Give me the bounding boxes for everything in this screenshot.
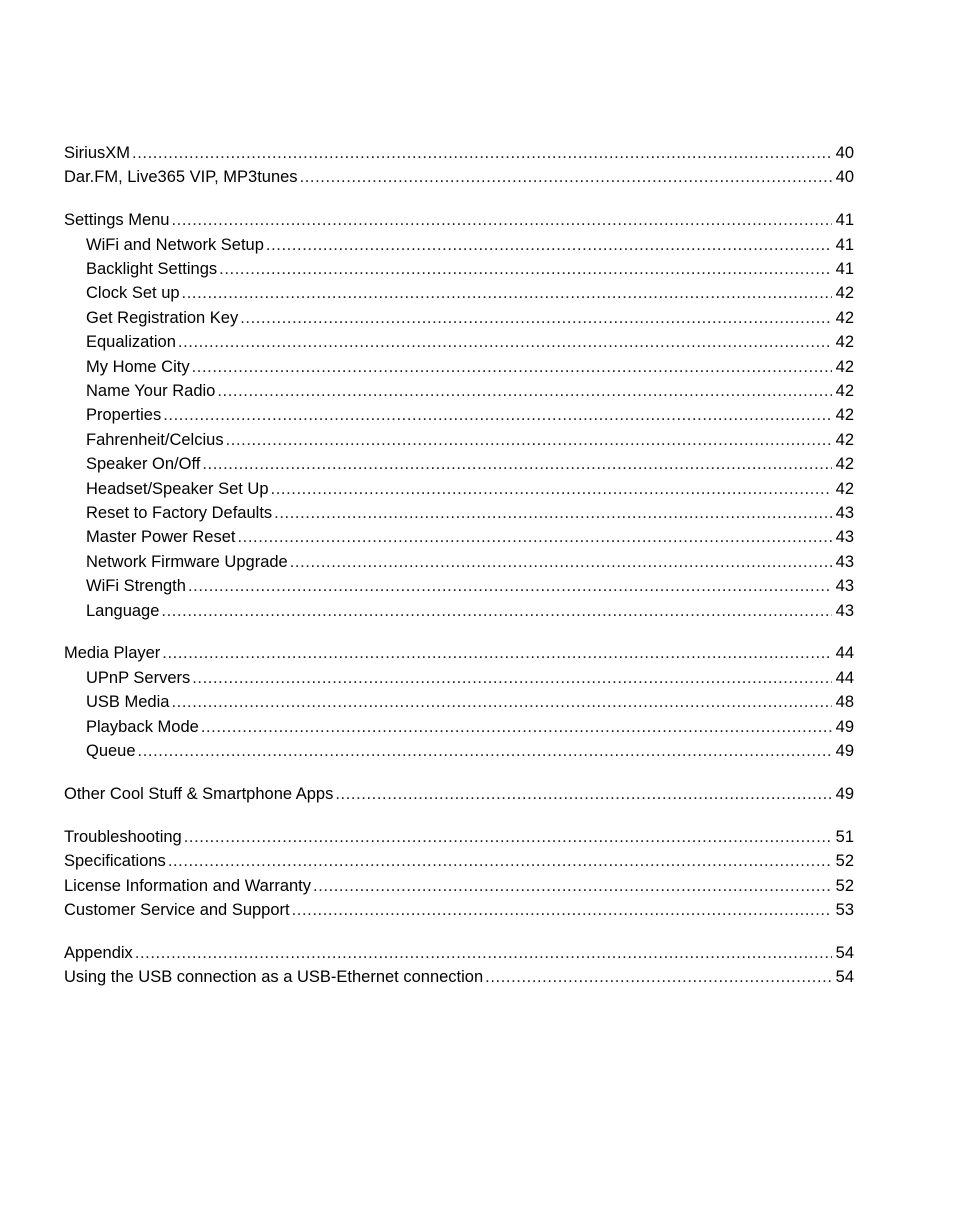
toc-entry-title: Fahrenheit/Celcius (86, 430, 224, 449)
toc-page-number: 42 (835, 430, 854, 449)
toc-page-number: 53 (835, 900, 854, 919)
dot-leader (219, 257, 831, 281)
toc-subentry[interactable] (64, 306, 854, 330)
toc-entry-title: Appendix (64, 943, 133, 962)
toc-entry-title: Headset/Speaker Set Up (86, 479, 269, 498)
dot-leader (163, 403, 831, 427)
toc-entry-title: Clock Set up (86, 284, 180, 303)
dot-leader (161, 599, 831, 623)
dot-leader (132, 141, 832, 165)
toc-entry-title: Settings Menu (64, 211, 170, 230)
toc-page-number: 40 (835, 168, 854, 187)
toc-entry-title: USB Media (86, 693, 170, 712)
dot-leader (201, 715, 832, 739)
toc-page-number: 49 (835, 784, 854, 803)
toc-page-number: 54 (835, 968, 854, 987)
toc-entry-title: WiFi and Network Setup (86, 235, 264, 254)
dot-leader (171, 690, 831, 714)
toc-subentry[interactable] (64, 666, 854, 690)
toc-subentry[interactable] (64, 550, 854, 574)
dot-leader (178, 330, 832, 354)
dot-leader (168, 849, 832, 873)
toc-page-number: 49 (835, 741, 854, 760)
toc-subentry[interactable] (64, 501, 854, 525)
toc-entry[interactable] (64, 849, 854, 873)
toc-subentry[interactable] (64, 330, 854, 354)
section-gap (64, 922, 854, 941)
toc-page-number: 51 (835, 827, 854, 846)
toc-page-number: 40 (835, 144, 854, 162)
toc-entry-title: Properties (86, 406, 162, 425)
toc-entry[interactable] (64, 782, 854, 806)
toc-page-number: 48 (835, 693, 854, 712)
dot-leader (300, 165, 832, 189)
toc-entry-title: Speaker On/Off (86, 455, 201, 474)
dot-leader (217, 379, 831, 403)
dot-leader (162, 641, 831, 665)
toc-entry-title: Specifications (64, 852, 166, 871)
toc-entry[interactable] (64, 941, 854, 965)
toc-page-number: 42 (835, 382, 854, 401)
toc-page-number: 42 (835, 455, 854, 474)
toc-page-number: 42 (835, 406, 854, 425)
toc-page-number: 41 (835, 235, 854, 254)
dot-leader (274, 501, 831, 525)
toc-entry-title: Troubleshooting (64, 827, 182, 846)
toc-subentry[interactable] (64, 403, 854, 427)
dot-leader (271, 477, 832, 501)
toc-page-number: 52 (835, 852, 854, 871)
toc-subentry[interactable] (64, 281, 854, 305)
dot-leader (266, 233, 832, 257)
toc-entry[interactable] (64, 898, 854, 922)
toc-entry-title: Other Cool Stuff & Smartphone Apps (64, 784, 334, 803)
toc-subentry[interactable] (64, 599, 854, 623)
toc-page-number: 41 (835, 260, 854, 279)
toc-subentry[interactable] (64, 574, 854, 598)
toc-page-number: 42 (835, 479, 854, 498)
toc-page-number: 44 (835, 644, 854, 663)
toc-page-number: 43 (835, 577, 854, 596)
dot-leader (202, 452, 831, 476)
toc-entry-title: Playback Mode (86, 717, 199, 736)
toc-subentry[interactable] (64, 525, 854, 549)
toc-page-number: 52 (835, 876, 854, 895)
toc-page-number: 43 (835, 528, 854, 547)
toc-entry-title: Queue (86, 741, 136, 760)
toc-entry-title: SiriusXM (64, 144, 131, 162)
section-gap (64, 623, 854, 642)
toc-entry-title: My Home City (86, 357, 190, 376)
toc-page-number: 44 (835, 668, 854, 687)
dot-leader (182, 281, 832, 305)
toc-entry-title: Name Your Radio (86, 382, 216, 401)
toc-entry-title: WiFi Strength (86, 577, 186, 596)
toc-subentry[interactable] (64, 715, 854, 739)
table-of-contents (64, 141, 854, 990)
toc-entry[interactable] (64, 825, 854, 849)
toc-entry-title: UPnP Servers (86, 668, 191, 687)
dot-leader (335, 782, 831, 806)
toc-page-number: 49 (835, 717, 854, 736)
toc-subentry[interactable] (64, 257, 854, 281)
dot-leader (192, 355, 832, 379)
toc-subentry[interactable] (64, 379, 854, 403)
toc-subentry[interactable] (64, 739, 854, 763)
toc-entry-title: Equalization (86, 333, 176, 352)
toc-entry-title: Using the USB connection as a USB-Ethernet connection (64, 968, 484, 987)
toc-entry-title: Media Player (64, 644, 161, 663)
dot-leader (240, 306, 831, 330)
toc-subentry[interactable] (64, 355, 854, 379)
toc-entry[interactable] (64, 965, 854, 989)
toc-page-number: 42 (835, 284, 854, 303)
toc-page-number: 54 (835, 943, 854, 962)
toc-entry[interactable] (64, 208, 854, 232)
toc-page-number: 41 (835, 211, 854, 230)
dot-leader (313, 874, 832, 898)
dot-leader (290, 550, 832, 574)
dot-leader (135, 941, 832, 965)
dot-leader (192, 666, 831, 690)
toc-subentry[interactable] (64, 428, 854, 452)
toc-entry-title: Backlight Settings (86, 260, 218, 279)
toc-page-number: 42 (835, 357, 854, 376)
dot-leader (485, 965, 831, 989)
toc-page-number: 43 (835, 601, 854, 620)
section-gap (64, 806, 854, 825)
toc-subentry[interactable] (64, 477, 854, 501)
toc-entry-title: License Information and Warranty (64, 876, 312, 895)
toc-entry-title: Reset to Factory Defaults (86, 503, 273, 522)
toc-entry[interactable] (64, 641, 854, 665)
toc-entry[interactable] (64, 141, 854, 165)
toc-entry-title: Get Registration Key (86, 308, 239, 327)
dot-leader (237, 525, 831, 549)
dot-leader (188, 574, 832, 598)
toc-entry-title: Dar.FM, Live365 VIP, MP3tunes (64, 168, 298, 187)
toc-entry-title: Network Firmware Upgrade (86, 552, 288, 571)
dot-leader (171, 208, 831, 232)
dot-leader (226, 428, 832, 452)
toc-entry[interactable] (64, 874, 854, 898)
toc-entry-title: Customer Service and Support (64, 900, 290, 919)
section-gap (64, 763, 854, 782)
section-gap (64, 190, 854, 209)
toc-page-number: 42 (835, 333, 854, 352)
toc-entry-title: Master Power Reset (86, 528, 236, 547)
toc-subentry[interactable] (64, 233, 854, 257)
toc-page-number: 42 (835, 308, 854, 327)
dot-leader (292, 898, 832, 922)
toc-entry-title: Language (86, 601, 160, 620)
toc-page-number: 43 (835, 552, 854, 571)
toc-subentry[interactable] (64, 452, 854, 476)
toc-subentry[interactable] (64, 690, 854, 714)
toc-page-number: 43 (835, 503, 854, 522)
toc-entry[interactable] (64, 165, 854, 189)
dot-leader (138, 739, 832, 763)
dot-leader (184, 825, 832, 849)
